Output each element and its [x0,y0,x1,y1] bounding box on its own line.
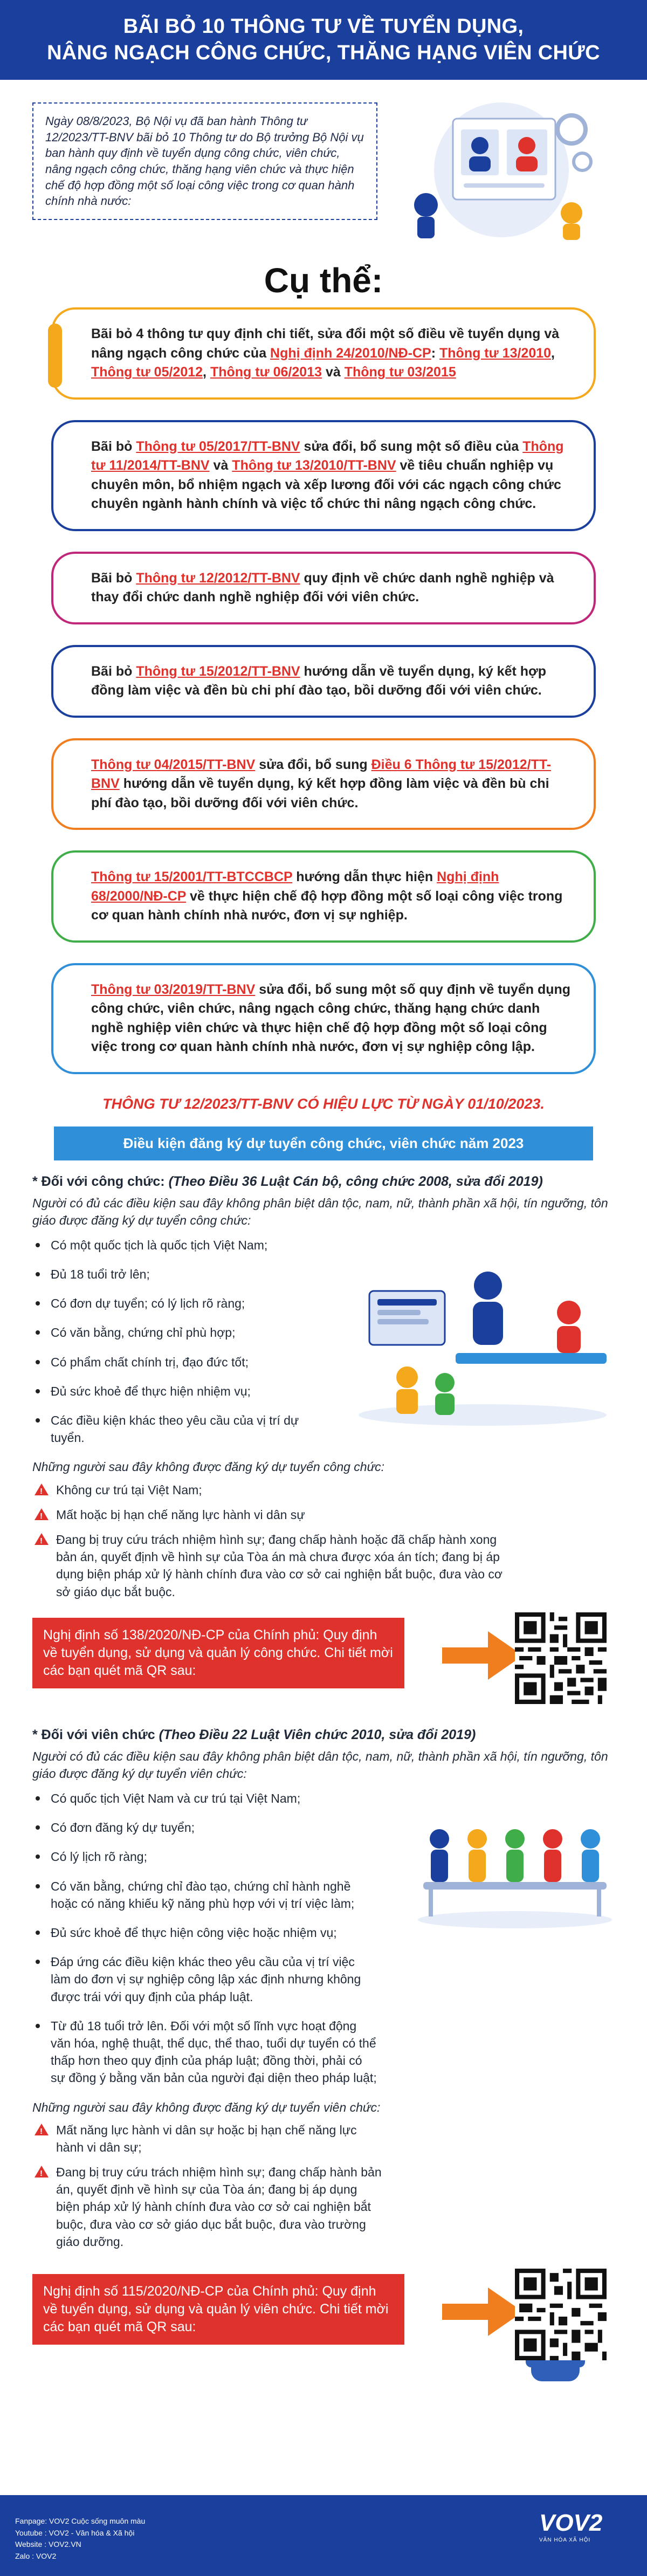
card-5: Thông tư 04/2015/TT-BNV sửa đổi, bổ sung Điều 6 Thông tư 15/2012/TT-BNV hướng dẫn về tuyển dụng, ký kết hợp đồng làm việc và đền bù chi phí đào tạo, bồi dưỡng đối với viên chức. [51,738,596,830]
footer-contacts [15,2516,145,2563]
cong-chuc-exclusions-list [32,1481,518,1600]
warning-icon [35,2124,49,2135]
link-circular-03-2019: Thông tư 03/2019/TT-BNV [91,981,256,997]
title-line-1: BÃI BỎ 10 THÔNG TƯ VỀ TUYỂN DỤNG, [123,15,524,38]
office-workers-illustration-icon [348,1253,617,1431]
header-banner [0,0,647,80]
link-circular-06-2013: Thông tư 06/2013 [210,365,322,380]
footer-youtube[interactable]: Youtube : VOV2 - Văn hóa & Xã hội [15,2528,135,2537]
list-item: Có đơn dự tuyển; có lý lịch rõ ràng; [32,1295,334,1312]
list-item: ! Mất hoặc bị hạn chế năng lực hành vi dân sự [32,1506,518,1523]
list-item: Có một quốc tịch là quốc tịch Việt Nam; [32,1237,334,1254]
list-item: Có quốc tịch Việt Nam và cư trú tại Việt Nam; [32,1790,377,1807]
link-circular-13-2010-bnv: Thông tư 13/2010/TT-BNV [232,458,396,473]
link-circular-05-2012: Thông tư 05/2012 [91,365,203,380]
list-item: Đáp ứng các điều kiện khác theo yêu cầu của vị trí việc làm do đơn vị sự nghiệp công lập xác định nhưng không được trái với quy định của pháp luật. [32,1953,377,2005]
link-circular-15-2012: Thông tư 15/2012/TT-BNV [136,663,300,679]
link-decree-24-2010: Nghị định 24/2010/NĐ-CP [270,345,431,361]
vov2-logo: VOV2 VĂN HÓA XÃ HỘI [539,2510,603,2543]
warning-icon [35,1533,49,1545]
list-item: ! Đang bị truy cứu trách nhiệm hình sự; đang chấp hành hoặc đã chấp hành xong bản án, quyết định về hình sự của Tòa án mà chưa được xóa án tích; đang bị áp dụng biện pháp xử lý hành chính đưa vào cơ sở cai nghiện bắt buộc, đưa vào cơ sở giáo dục bắt buộc. [32,1531,518,1600]
warning-icon [35,1508,49,1520]
title-line-2: NÂNG NGẠCH CÔNG CHỨC, THĂNG HẠNG VIÊN CHỨC [47,42,600,64]
link-circular-12-2012: Thông tư 12/2012/TT-BNV [136,570,300,586]
list-item: Có phẩm chất chính trị, đạo đức tốt; [32,1354,334,1371]
cong-chuc-conditions-list [32,1237,334,1447]
card-4: Bãi bỏ Thông tư 15/2012/TT-BNV hướng dẫn về tuyển dụng, ký kết hợp đồng làm việc và đền bù chi phí đào tạo, bồi dưỡng đối với viên chức. [51,645,596,718]
arrow-right-icon [442,1629,523,1682]
footer-website[interactable]: Website : VOV2.VN [15,2540,81,2549]
abolished-circulars-list [27,307,620,1074]
footer-bar [0,2495,647,2576]
list-item: Từ đủ 18 tuổi trở lên. Đối với một số lĩnh vực hoạt động văn hóa, nghệ thuật, thể dục, thể thao, tuổi dự tuyển có thể thấp hơn theo quy định của pháp luật; đồng thời, phải có sự đồng ý bằng văn bản của người đại diện theo pháp luật; [32,2017,377,2087]
section-heading-cu-the: Cụ thể: [264,261,383,300]
link-article-6-circular-15-2012: Điều 6 Thông tư 15/2012/TT-BNV [91,757,552,791]
vien-chuc-not-title: Những người sau đây không được đăng ký dự tuyển viên chức: [32,2100,381,2114]
vien-chuc-exclusions-list [32,2121,383,2250]
decree-115-block [32,2269,617,2355]
decree-138-text: Nghị định số 138/2020/NĐ-CP của Chính phủ: Quy định về tuyển dụng, sử dụng và quản lý công chức. Chi tiết mời các bạn quét mã QR sau: [32,1618,404,1688]
decree-138-block [32,1612,617,1699]
card-2: Bãi bỏ Thông tư 05/2017/TT-BNV sửa đổi, bổ sung một số điều của Thông tư 11/2014/TT-BNV và Thông tư 13/2010/TT-BNV về tiêu chuẩn nghiệp vụ chuyên môn, bổ nhiệm ngạch và xếp lương đối với các ngạch công chức chuyên ngành hành chính và việc tổ chức thi nâng ngạch công chức. [51,420,596,531]
effective-date-notice: THÔNG TƯ 12/2023/TT-BNV CÓ HIỆU LỰC TỪ NGÀY 01/10/2023. [102,1095,545,1112]
intro-block [32,102,615,248]
list-item: Có đơn đăng ký dự tuyển; [32,1819,377,1836]
list-item: Có lý lịch rõ ràng; [32,1848,377,1865]
intro-text: Ngày 08/8/2023, Bộ Nội vụ đã ban hành Thông tư 12/2023/TT-BNV bãi bỏ 10 Thông tư do Bộ trưởng Bộ Nội vụ ban hành quy định về tuyển dụng công chức, viên chức, nâng ngạch công chức, thăng hạng viên chức và thực hiện chế độ hợp đồng một số loại công việc trong cơ quan hành chính nhà nước: [32,102,377,220]
section-vien-chuc [32,1726,617,2250]
link-circular-15-2001: Thông tư 15/2001/TT-BTCCBCP [91,869,293,884]
card-1: Bãi bỏ 4 thông tư quy định chi tiết, sửa đổi một số điều về tuyển dụng và nâng ngạch công chức của Nghị định 24/2010/NĐ-CP: Thông tư 13/2010, Thông tư 05/2012, Thông tư 06/2013 và Thông tư 03/2015 [51,307,596,400]
vien-chuc-intro: Người có đủ các điều kiện sau đây không phân biệt dân tộc, nam, nữ, thành phần xã hội, tín ngưỡng, tôn giáo được đăng ký dự tuyển viên chức: [32,1749,608,1781]
footer-zalo[interactable]: Zalo : VOV2 [15,2552,57,2561]
link-circular-04-2015: Thông tư 04/2015/TT-BNV [91,757,256,772]
warning-icon [35,2166,49,2177]
list-item: ! Không cư trú tại Việt Nam; [32,1481,518,1499]
list-item: ! Mất năng lực hành vi dân sự hoặc bị hạn chế năng lực hành vi dân sự; [32,2121,383,2156]
link-circular-11-2014: Thông tư 11/2014/TT-BNV [91,438,564,473]
list-item: Có văn bằng, chứng chỉ đào tạo, chứng chỉ hành nghề hoặc có năng khiếu kỹ năng phù hợp với vị trí việc làm; [32,1878,377,1912]
footer-fanpage[interactable]: Fanpage: VOV2 Cuộc sống muôn màu [15,2517,146,2525]
page-title [47,13,600,66]
list-item: Đủ sức khoẻ để thực hiện công việc hoặc nhiệm vụ; [32,1924,377,1941]
recruitment-illustration-icon [394,97,609,243]
conditions-title-bar: Điều kiện đăng ký dự tuyển công chức, viên chức năm 2023 [54,1126,593,1160]
qr-code-icon[interactable] [515,1612,607,1704]
vien-chuc-conditions-list [32,1790,377,2086]
list-item: Đủ sức khoẻ để thực hiện nhiệm vụ; [32,1383,334,1400]
list-item: ! Đang bị truy cứu trách nhiệm hình sự; đang chấp hành bản án, quyết định về hình sự của Tòa án; đang bị áp dụng biện pháp xử lý hành chính đưa vào cơ sở cai nghiện bắt buộc, đưa vào cơ sở giáo dục bắt buộc, đưa vào trường giáo dưỡng. [32,2163,383,2250]
cong-chuc-heading: * Đối với công chức: (Theo Điều 36 Luật Cán bộ, công chức 2008, sửa đổi 2019) [32,1173,543,1189]
candidates-waiting-illustration-icon [412,1806,617,1931]
qr-code-icon[interactable] [515,2269,607,2360]
list-item: Các điều kiện khác theo yêu cầu của vị trí dự tuyển. [32,1412,334,1446]
link-circular-13-2010: Thông tư 13/2010 [439,345,552,361]
cong-chuc-not-title: Những người sau đây không được đăng ký dự tuyển công chức: [32,1460,385,1474]
decree-115-text: Nghị định số 115/2020/NĐ-CP của Chính phủ: Quy định về tuyển dụng, sử dụng và quản lý viên chức. Chi tiết mời các bạn quét mã QR sau: [32,2274,404,2345]
arrow-right-icon [442,2285,523,2339]
cong-chuc-intro: Người có đủ các điều kiện sau đây không phân biệt dân tộc, nam, nữ, thành phần xã hội, tín ngưỡng, tôn giáo được đăng ký dự tuyển công chức: [32,1196,608,1227]
link-circular-03-2015: Thông tư 03/2015 [344,365,456,380]
section-cong-chuc [32,1172,617,1600]
card-7: Thông tư 03/2019/TT-BNV sửa đổi, bổ sung một số quy định về tuyển dụng công chức, viên chức, nâng ngạch công chức, thăng hạng chức danh nghề nghiệp viên chức và thực hiện chế độ hợp đồng một số loại công việc trong cơ quan hành chính nhà nước, đơn vị sự nghiệp công lập. [51,963,596,1074]
vien-chuc-heading: * Đối với viên chức (Theo Điều 22 Luật Viên chức 2010, sửa đổi 2019) [32,1727,476,1742]
card-3: Bãi bỏ Thông tư 12/2012/TT-BNV quy định về chức danh nghề nghiệp và thay đổi chức danh nghề nghiệp đối với viên chức. [51,552,596,624]
warning-icon [35,1483,49,1495]
link-circular-05-2017: Thông tư 05/2017/TT-BNV [136,438,300,454]
list-item: Có văn bằng, chứng chỉ phù hợp; [32,1324,334,1341]
list-item: Đủ 18 tuổi trở lên; [32,1266,334,1283]
card-6: Thông tư 15/2001/TT-BTCCBCP hướng dẫn thực hiện Nghị định 68/2000/NĐ-CP về thực hiện chế độ hợp đồng một số loại công việc trong cơ quan hành chính nhà nước, đơn vị sự nghiệp. [51,850,596,943]
link-decree-68-2000: Nghị định 68/2000/NĐ-CP [91,869,499,904]
